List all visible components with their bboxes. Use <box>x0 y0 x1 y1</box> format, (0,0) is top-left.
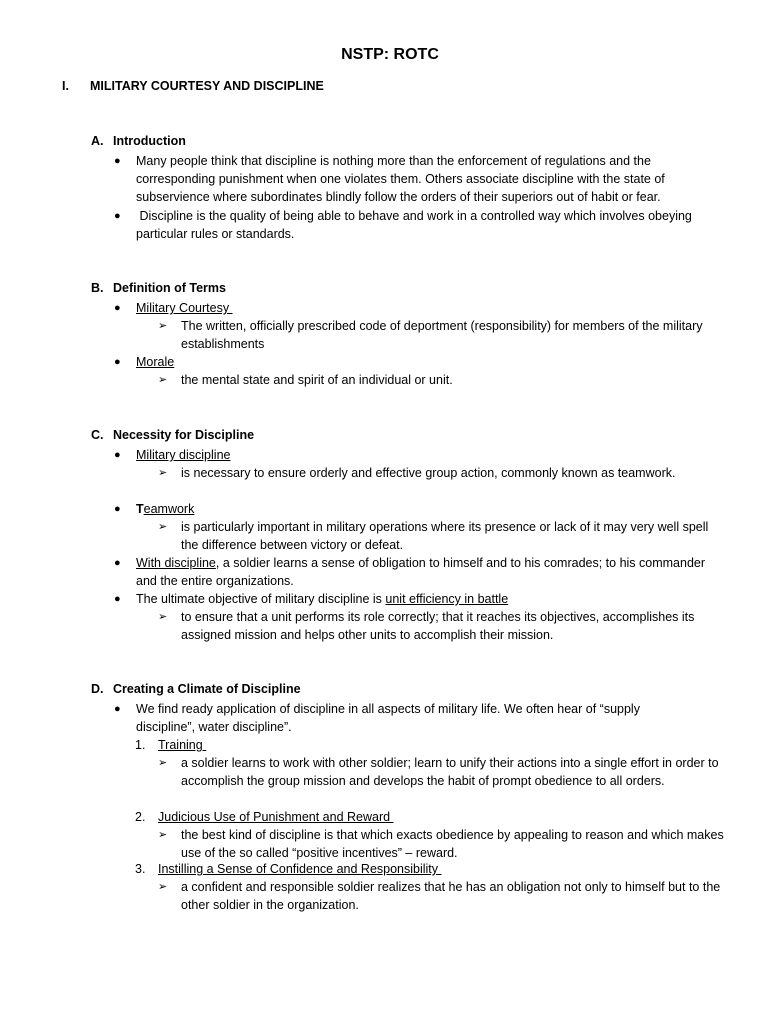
item-number: 1. <box>135 738 146 752</box>
bullet-item <box>114 207 726 243</box>
section-title: MILITARY COURTESY AND DISCIPLINE <box>90 79 324 93</box>
arrow-icon: ➢ <box>158 757 168 769</box>
bullet-icon: ● <box>114 503 121 515</box>
section-heading <box>62 79 324 93</box>
bullet-item <box>114 500 726 518</box>
bullet-icon: ● <box>114 449 121 461</box>
subsection-title: Introduction <box>113 134 186 148</box>
numbered-item <box>135 860 735 878</box>
bullet-item <box>114 299 726 317</box>
term-label: With discipline <box>136 556 216 570</box>
bullet-text: The ultimate objective of military discipline is <box>136 592 386 606</box>
subsection-title: Definition of Terms <box>113 281 226 295</box>
bullet-text: , a soldier learns a sense of obligation to himself and to his comrades; to his commander and the entire organizations. <box>136 556 706 588</box>
arrow-text: to ensure that a unit performs its role correctly; that it reaches its objectives, accomplishes its assigned mission and helps other units to accomplish their mission. <box>181 610 695 642</box>
bullet-icon: ● <box>114 593 121 605</box>
bullet-item <box>114 590 726 608</box>
arrow-icon: ➢ <box>158 374 168 386</box>
bullet-item <box>114 353 726 371</box>
arrow-item <box>158 518 728 554</box>
term-label: Military discipline <box>136 448 231 462</box>
bullet-item <box>114 554 726 590</box>
term-label: unit efficiency in battle <box>385 592 509 606</box>
bullet-icon: ● <box>114 302 121 314</box>
item-number: 2. <box>135 810 146 824</box>
arrow-item <box>158 754 728 790</box>
bullet-icon: ● <box>114 557 121 569</box>
term-initial: T <box>136 502 144 516</box>
subsection-letter: C. <box>91 428 104 442</box>
arrow-icon: ➢ <box>158 881 168 893</box>
item-label: Instilling a Sense of Confidence and Responsibility <box>158 862 442 876</box>
term-label: Military Courtesy <box>136 301 233 315</box>
arrow-item <box>158 878 728 914</box>
arrow-item <box>158 371 728 389</box>
bullet-item <box>114 446 726 464</box>
arrow-text: is particularly important in military operations where its presence or lack of it may very well spell the difference between victory or defeat. <box>181 520 709 552</box>
subsection-title: Necessity for Discipline <box>113 428 255 442</box>
arrow-item <box>158 317 728 353</box>
arrow-text: the mental state and spirit of an individual or unit. <box>181 373 453 387</box>
subsection-heading-climate <box>91 682 301 696</box>
bullet-text: Many people think that discipline is nothing more than the enforcement of regulations and the corresponding punishment when one violates them. Others associate discipline with the state of subservience where subordinates blindly follow the orders of their superiors out of habit or fear. <box>136 154 665 204</box>
subsection-title: Creating a Climate of Discipline <box>113 682 301 696</box>
subsection-heading-introduction <box>91 134 186 148</box>
arrow-text: a soldier learns to work with other soldier; learn to unify their actions into a single effort in order to accomplish the group mission and develops the habit of prompt obedience to all orders. <box>181 756 719 788</box>
term-label: Morale <box>136 355 175 369</box>
arrow-icon: ➢ <box>158 611 168 623</box>
arrow-text: a confident and responsible soldier realizes that he has an obligation not only to himself but to the other soldier in the organization. <box>181 880 721 912</box>
bullet-icon: ● <box>114 356 121 368</box>
bullet-item <box>114 700 726 736</box>
item-label: Training <box>158 738 207 752</box>
section-number: I. <box>62 79 69 93</box>
arrow-item <box>158 608 728 644</box>
bullet-icon: ● <box>114 210 121 222</box>
arrow-item <box>158 826 728 862</box>
arrow-icon: ➢ <box>158 829 168 841</box>
term-label: eamwork <box>143 502 195 516</box>
arrow-icon: ➢ <box>158 320 168 332</box>
subsection-heading-necessity <box>91 428 254 442</box>
bullet-icon: ● <box>114 703 121 715</box>
arrow-text: the best kind of discipline is that which exacts obedience by appealing to reason and which makes use of the so called “positive incentives” – reward. <box>181 828 724 860</box>
subsection-heading-definition-of-terms <box>91 281 226 295</box>
arrow-text: is necessary to ensure orderly and effective group action, commonly known as teamwork. <box>181 466 676 480</box>
item-number: 3. <box>135 862 146 876</box>
numbered-item <box>135 808 735 826</box>
bullet-text: Discipline is the quality of being able to behave and work in a controlled way which involves obeying particular rules or standards. <box>136 209 696 241</box>
subsection-letter: B. <box>91 281 104 295</box>
arrow-text: The written, officially prescribed code of deportment (responsibility) for members of the military establishments <box>181 319 703 351</box>
arrow-item <box>158 464 728 482</box>
numbered-item <box>135 736 735 754</box>
document-title: NSTP: ROTC <box>341 46 439 63</box>
arrow-icon: ➢ <box>158 467 168 479</box>
bullet-icon: ● <box>114 155 121 167</box>
bullet-text: We find ready application of discipline in all aspects of military life. We often hear of “supply discipline”, water discipline”. <box>136 702 640 734</box>
subsection-letter: D. <box>91 682 104 696</box>
bullet-item <box>114 152 726 206</box>
arrow-icon: ➢ <box>158 521 168 533</box>
item-label: Judicious Use of Punishment and Reward <box>158 810 394 824</box>
subsection-letter: A. <box>91 134 104 148</box>
